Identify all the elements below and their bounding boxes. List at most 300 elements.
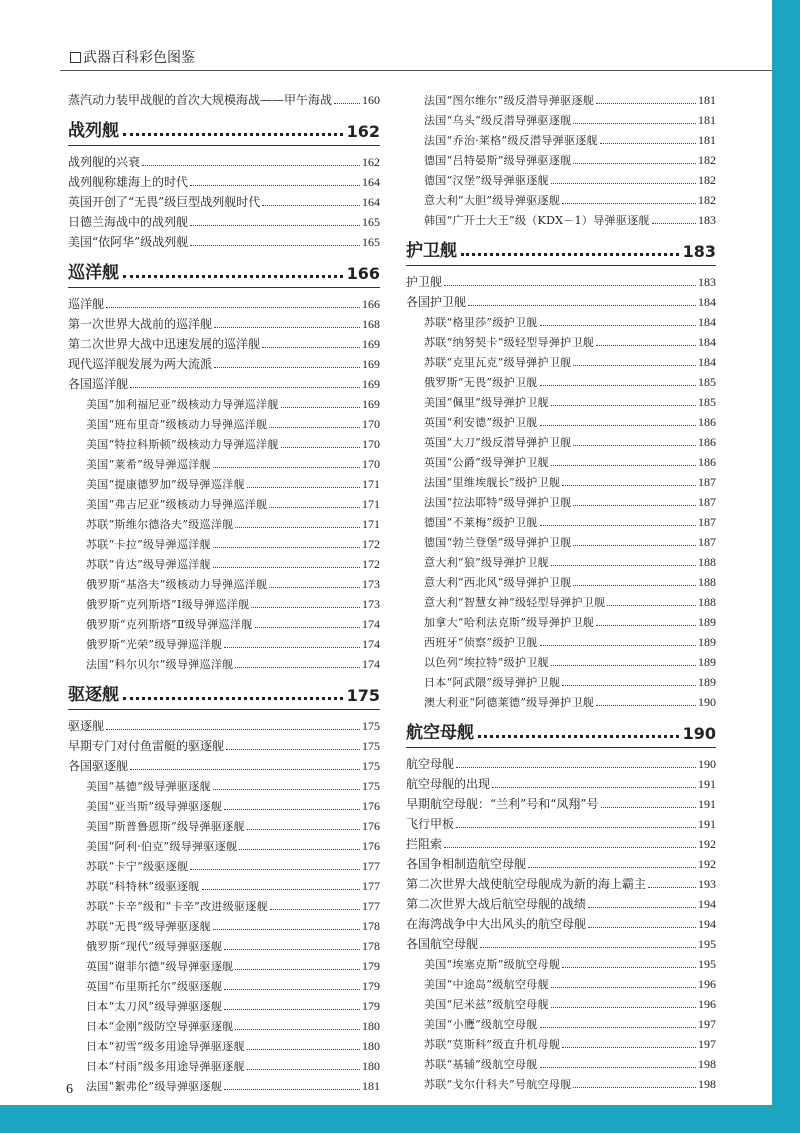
dot-leader xyxy=(562,485,696,486)
dot-leader xyxy=(551,565,696,566)
toc-title: 航空母舰 xyxy=(406,757,455,771)
toc-title: 俄罗斯“无畏”级护卫舰 xyxy=(424,376,538,389)
toc-subentry[interactable] xyxy=(68,392,380,412)
square-icon xyxy=(70,52,81,63)
dot-leader xyxy=(540,1067,696,1068)
dot-leader xyxy=(202,889,360,890)
dot-leader xyxy=(106,307,360,308)
toc-page-number: 166 xyxy=(346,264,380,283)
toc-title: 法国“科尔贝尔”级导弹巡洋舰 xyxy=(86,658,234,671)
toc-entry[interactable] xyxy=(406,832,716,852)
toc-page-number: 189 xyxy=(698,615,716,629)
toc-entry[interactable] xyxy=(406,912,716,932)
toc-title: 以色列“埃拉特”级护卫舰 xyxy=(424,656,549,669)
toc-page-number: 179 xyxy=(362,999,380,1013)
toc-page-number: 191 xyxy=(698,797,716,811)
toc-subentry[interactable] xyxy=(68,512,380,532)
toc-title: 法国“乔治·莱格”级反潜导弹驱逐舰 xyxy=(424,134,598,147)
toc-subentry[interactable] xyxy=(406,148,716,168)
dot-leader xyxy=(262,347,360,348)
dot-leader xyxy=(213,789,360,790)
toc-title: 护卫舰 xyxy=(406,241,457,261)
dot-leader xyxy=(247,1049,360,1050)
toc-page-number: 175 xyxy=(362,779,380,793)
dot-leader xyxy=(123,275,343,278)
toc-subentry[interactable] xyxy=(68,994,380,1014)
toc-title: 俄罗斯“克列斯塔”Ⅰ级导弹巡洋舰 xyxy=(86,598,250,611)
toc-page-number: 185 xyxy=(698,395,716,409)
toc-title: 苏联“卡拉”级导弹巡洋舰 xyxy=(86,538,211,551)
toc-page-number: 160 xyxy=(362,93,380,107)
dot-leader xyxy=(528,867,696,868)
toc-page-number: 193 xyxy=(698,877,716,891)
toc-title: 俄罗斯“克列斯塔”Ⅱ级导弹巡洋舰 xyxy=(86,618,253,631)
toc-title: 美国“阿利·伯克”级导弹驱逐舰 xyxy=(86,840,238,853)
toc-entry[interactable] xyxy=(68,754,380,774)
toc-subentry[interactable] xyxy=(68,1054,380,1074)
dot-leader xyxy=(573,545,696,546)
toc-page-number: 180 xyxy=(362,1059,380,1073)
dot-leader xyxy=(444,285,696,286)
toc-subentry[interactable] xyxy=(68,432,380,452)
dot-leader xyxy=(492,787,696,788)
toc-page-number: 187 xyxy=(698,475,716,489)
toc-title: 各国驱逐舰 xyxy=(68,759,129,773)
toc-title: 早期航空母舰：“兰利”号和“凤翔”号 xyxy=(406,797,599,811)
toc-subentry[interactable] xyxy=(406,350,716,370)
toc-subentry[interactable] xyxy=(68,472,380,492)
toc-title: 苏联“基辅”级航空母舰 xyxy=(424,1058,538,1071)
toc-subentry[interactable] xyxy=(406,690,716,710)
dot-leader xyxy=(190,245,360,246)
toc-subentry[interactable] xyxy=(68,834,380,854)
toc-page-number: 164 xyxy=(362,195,380,209)
dot-leader xyxy=(596,625,696,626)
dot-leader xyxy=(540,425,696,426)
toc-entry[interactable] xyxy=(406,752,716,772)
dot-leader xyxy=(540,525,696,526)
toc-entry[interactable] xyxy=(406,932,716,952)
toc-subentry[interactable] xyxy=(406,430,716,450)
toc-subentry[interactable] xyxy=(406,510,716,530)
toc-subentry[interactable] xyxy=(68,552,380,572)
toc-subentry[interactable] xyxy=(406,630,716,650)
dot-leader xyxy=(551,987,696,988)
toc-title: 英国“布里斯托尔”级驱逐舰 xyxy=(86,980,223,993)
toc-page-number: 174 xyxy=(362,617,380,631)
dot-leader xyxy=(596,345,696,346)
toc-page-number: 188 xyxy=(698,555,716,569)
toc-entry[interactable] xyxy=(68,714,380,734)
dot-leader xyxy=(247,1069,360,1070)
dot-leader xyxy=(235,527,360,528)
dot-leader xyxy=(573,585,696,586)
dot-leader xyxy=(281,407,360,408)
toc-subentry[interactable] xyxy=(68,794,380,814)
toc-page-number: 189 xyxy=(698,675,716,689)
toc-subentry[interactable] xyxy=(406,550,716,570)
dot-leader xyxy=(573,123,696,124)
toc-title: 美国“特拉科斯顿”级核动力导弹巡洋舰 xyxy=(86,438,279,451)
toc-subentry[interactable] xyxy=(68,874,380,894)
toc-page-number: 197 xyxy=(698,1037,716,1051)
dot-leader xyxy=(456,767,696,768)
dot-leader xyxy=(540,325,696,326)
toc-subentry[interactable] xyxy=(406,370,716,390)
toc-subentry[interactable] xyxy=(68,854,380,874)
dot-leader xyxy=(573,365,696,366)
toc-title: 巡洋舰 xyxy=(68,263,119,283)
toc-subentry[interactable] xyxy=(406,670,716,690)
toc-title: 驱逐舰 xyxy=(68,685,119,705)
toc-title: 美国“班布里奇”级核动力导弹巡洋舰 xyxy=(86,418,268,431)
toc-subentry[interactable] xyxy=(406,1032,716,1052)
toc-section-heading[interactable] xyxy=(68,110,380,146)
toc-section-heading[interactable] xyxy=(68,252,380,288)
toc-page-number: 169 xyxy=(362,397,380,411)
toc-entry[interactable] xyxy=(68,734,380,754)
dot-leader xyxy=(190,185,360,186)
toc-title: 美国“埃塞克斯”级航空母舰 xyxy=(424,958,561,971)
toc-subentry[interactable] xyxy=(68,774,380,794)
toc-entry[interactable] xyxy=(68,150,380,170)
toc-entry[interactable] xyxy=(68,312,380,332)
toc-entry[interactable] xyxy=(406,270,716,290)
toc-title: 加拿大“哈利法克斯”级导弹护卫舰 xyxy=(424,616,595,629)
dot-leader xyxy=(247,487,360,488)
toc-subentry[interactable] xyxy=(406,650,716,670)
toc-page-number: 186 xyxy=(698,455,716,469)
toc-entry[interactable] xyxy=(68,88,380,108)
toc-title: 英国“大刀”级反潜导弹护卫舰 xyxy=(424,436,572,449)
toc-title: 苏联“肯达”级导弹巡洋舰 xyxy=(86,558,211,571)
toc-title: 在海湾战争中大出风头的航空母舰 xyxy=(406,917,587,931)
toc-subentry[interactable] xyxy=(406,450,716,470)
dot-leader xyxy=(551,665,696,666)
dot-leader xyxy=(652,223,696,224)
toc-title: 早期专门对付鱼雷艇的驱逐舰 xyxy=(68,739,225,753)
toc-title: 德国“吕特晏斯”级导弹驱逐舰 xyxy=(424,154,572,167)
toc-page-number: 184 xyxy=(698,295,716,309)
toc-entry[interactable] xyxy=(406,852,716,872)
toc-title: 日本“村雨”级多用途导弹驱逐舰 xyxy=(86,1060,245,1073)
toc-subentry[interactable] xyxy=(68,954,380,974)
toc-page-number: 175 xyxy=(346,686,380,705)
toc-title: 法国“絮弗伦”级导弹驱逐舰 xyxy=(86,1080,223,1093)
toc-page-number: 169 xyxy=(362,377,380,391)
toc-page-number: 183 xyxy=(682,242,716,261)
dot-leader xyxy=(478,735,679,738)
toc-title: 法国“图尔维尔”级反潜导弹驱逐舰 xyxy=(424,94,595,107)
toc-page-number: 177 xyxy=(362,899,380,913)
toc-subentry[interactable] xyxy=(406,208,716,228)
toc-subentry[interactable] xyxy=(68,1014,380,1034)
toc-title: 日本“阿武隈”级导弹护卫舰 xyxy=(424,676,561,689)
dot-leader xyxy=(562,1047,696,1048)
toc-title: 日本“太刀风”级导弹驱逐舰 xyxy=(86,1000,223,1013)
dot-leader xyxy=(607,605,696,606)
toc-subentry[interactable] xyxy=(68,894,380,914)
toc-page-number: 175 xyxy=(362,739,380,753)
toc-page-number: 179 xyxy=(362,959,380,973)
toc-page-number: 195 xyxy=(698,957,716,971)
toc-entry[interactable] xyxy=(68,230,380,250)
toc-section-heading[interactable] xyxy=(68,674,380,710)
toc-subentry[interactable] xyxy=(68,532,380,552)
toc-subentry[interactable] xyxy=(68,412,380,432)
dot-leader xyxy=(480,947,696,948)
toc-page-number: 182 xyxy=(698,173,716,187)
toc-title: 飞行甲板 xyxy=(406,817,455,831)
toc-entry[interactable] xyxy=(406,892,716,912)
toc-page-number: 173 xyxy=(362,597,380,611)
dot-leader xyxy=(269,427,360,428)
toc-subentry[interactable] xyxy=(68,592,380,612)
toc-entry[interactable] xyxy=(406,872,716,892)
toc-subentry[interactable] xyxy=(68,1074,380,1094)
toc-section-heading[interactable] xyxy=(406,230,716,266)
toc-page-number: 171 xyxy=(362,497,380,511)
toc-subentry[interactable] xyxy=(68,572,380,592)
toc-page-number: 190 xyxy=(682,724,716,743)
dot-leader xyxy=(551,183,696,184)
toc-title: 拦阻索 xyxy=(406,837,443,851)
toc-title: 苏联“卡辛”级和“卡辛”改进级驱逐舰 xyxy=(86,900,268,913)
toc-subentry[interactable] xyxy=(68,452,380,472)
dot-leader xyxy=(106,729,360,730)
toc-title: 韩国“广开土大王”级（KDX－1）导弹驱逐舰 xyxy=(424,214,650,227)
dot-leader xyxy=(123,133,343,136)
dot-leader xyxy=(540,385,696,386)
toc-title: 美国“小鹰”级航空母舰 xyxy=(424,1018,538,1031)
toc-title: 俄罗斯“现代”级导弹驱逐舰 xyxy=(86,940,223,953)
toc-title: 美国“提康德罗加”级导弹巡洋舰 xyxy=(86,478,245,491)
dot-leader xyxy=(224,949,360,950)
toc-subentry[interactable] xyxy=(406,310,716,330)
toc-entry[interactable] xyxy=(68,372,380,392)
toc-title: 美国“莱希”级导弹巡洋舰 xyxy=(86,458,211,471)
toc-page-number: 176 xyxy=(362,799,380,813)
toc-title: 巡洋舰 xyxy=(68,297,105,311)
toc-subentry[interactable] xyxy=(406,470,716,490)
dot-leader xyxy=(235,1029,360,1030)
toc-title: 驱逐舰 xyxy=(68,719,105,733)
dot-leader xyxy=(270,909,360,910)
toc-entry[interactable] xyxy=(406,290,716,310)
dot-leader xyxy=(540,645,696,646)
toc-subentry[interactable] xyxy=(406,610,716,630)
toc-subentry[interactable] xyxy=(406,992,716,1012)
toc-subentry[interactable] xyxy=(68,652,380,672)
toc-subentry[interactable] xyxy=(68,632,380,652)
dot-leader xyxy=(562,203,696,204)
toc-title: 日德兰海战中的战列舰 xyxy=(68,215,189,229)
toc-title: 苏联“格里莎”级护卫舰 xyxy=(424,316,538,329)
toc-entry[interactable] xyxy=(68,210,380,230)
toc-subentry[interactable] xyxy=(406,128,716,148)
toc-page-number: 186 xyxy=(698,435,716,449)
toc-page-number: 183 xyxy=(698,275,716,289)
toc-page-number: 170 xyxy=(362,457,380,471)
toc-title: 蒸汽动力装甲战舰的首次大规模海战——甲午海战 xyxy=(68,93,333,107)
toc-subentry[interactable] xyxy=(68,974,380,994)
toc-page-number: 190 xyxy=(698,695,716,709)
toc-page-number: 191 xyxy=(698,777,716,791)
toc-page-number: 171 xyxy=(362,477,380,491)
header-title: 武器百科彩色图鉴 xyxy=(83,50,195,66)
toc-title: 意大利“狼”级导弹护卫舰 xyxy=(424,556,549,569)
toc-page-number: 171 xyxy=(362,517,380,531)
toc-page-number: 178 xyxy=(362,919,380,933)
dot-leader xyxy=(247,829,360,830)
toc-subentry[interactable] xyxy=(406,168,716,188)
toc-subentry[interactable] xyxy=(406,590,716,610)
toc-title: 意大利“大胆”级导弹驱逐舰 xyxy=(424,194,561,207)
toc-page-number: 192 xyxy=(698,837,716,851)
running-header xyxy=(70,47,195,67)
toc-page-number: 184 xyxy=(698,355,716,369)
toc-page-number: 185 xyxy=(698,375,716,389)
toc-page-number: 188 xyxy=(698,595,716,609)
dot-leader xyxy=(213,467,360,468)
toc-title: 苏联“克里瓦克”级导弹护卫舰 xyxy=(424,356,572,369)
toc-title: 英国“利安德”级护卫舰 xyxy=(424,416,538,429)
toc-subentry[interactable] xyxy=(406,1012,716,1032)
toc-subentry[interactable] xyxy=(406,330,716,350)
toc-page-number: 176 xyxy=(362,839,380,853)
toc-entry[interactable] xyxy=(68,352,380,372)
toc-title: 航空母舰的出现 xyxy=(406,777,491,791)
dot-leader xyxy=(540,1027,696,1028)
dot-leader xyxy=(130,387,360,388)
toc-section-heading[interactable] xyxy=(406,712,716,748)
dot-leader xyxy=(123,697,343,700)
toc-title: 美国“弗吉尼亚”级核动力导弹巡洋舰 xyxy=(86,498,268,511)
toc-title: 护卫舰 xyxy=(406,275,443,289)
toc-page-number: 176 xyxy=(362,819,380,833)
dot-leader xyxy=(588,927,696,928)
toc-title: 战列舰的兴衰 xyxy=(68,155,141,169)
toc-subentry[interactable] xyxy=(406,410,716,430)
dot-leader xyxy=(551,1007,696,1008)
toc-entry[interactable] xyxy=(406,772,716,792)
toc-page-number: 166 xyxy=(362,297,380,311)
toc-subentry[interactable] xyxy=(406,390,716,410)
toc-title: 战列舰 xyxy=(68,121,119,141)
toc-page-number: 177 xyxy=(362,879,380,893)
dot-leader xyxy=(551,465,696,466)
toc-subentry[interactable] xyxy=(68,1034,380,1054)
toc-subentry[interactable] xyxy=(406,952,716,972)
dot-leader xyxy=(573,505,696,506)
toc-page-number: 196 xyxy=(698,977,716,991)
toc-page-number: 165 xyxy=(362,215,380,229)
toc-page-number: 173 xyxy=(362,577,380,591)
toc-page-number: 181 xyxy=(698,93,716,107)
toc-page-number: 175 xyxy=(362,759,380,773)
toc-entry[interactable] xyxy=(68,292,380,312)
toc-subentry[interactable] xyxy=(68,814,380,834)
toc-left-column xyxy=(68,88,380,1094)
dot-leader xyxy=(213,929,360,930)
toc-title: 各国护卫舰 xyxy=(406,295,467,309)
toc-page-number: 181 xyxy=(362,1079,380,1093)
toc-right-column xyxy=(406,88,716,1092)
toc-title: 英国“公爵”级导弹护卫舰 xyxy=(424,456,549,469)
dot-leader xyxy=(269,507,360,508)
dot-leader xyxy=(562,685,696,686)
toc-subentry[interactable] xyxy=(406,972,716,992)
toc-title: 法国“里维埃舰长”级护卫舰 xyxy=(424,476,561,489)
toc-page-number: 174 xyxy=(362,637,380,651)
toc-title: 日本“初雪”级多用途导弹驱逐舰 xyxy=(86,1040,245,1053)
toc-entry[interactable] xyxy=(68,170,380,190)
toc-entry[interactable] xyxy=(68,190,380,210)
toc-subentry[interactable] xyxy=(68,612,380,632)
toc-entry[interactable] xyxy=(406,792,716,812)
toc-page-number: 175 xyxy=(362,719,380,733)
dot-leader xyxy=(130,769,360,770)
toc-entry[interactable] xyxy=(68,332,380,352)
toc-page-number: 196 xyxy=(698,997,716,1011)
dot-leader xyxy=(262,205,360,206)
toc-page-number: 172 xyxy=(362,537,380,551)
toc-subentry[interactable] xyxy=(68,914,380,934)
toc-subentry[interactable] xyxy=(406,530,716,550)
toc-page-number: 170 xyxy=(362,437,380,451)
toc-subentry[interactable] xyxy=(406,108,716,128)
toc-subentry[interactable] xyxy=(406,1072,716,1092)
toc-page-number: 177 xyxy=(362,859,380,873)
toc-entry[interactable] xyxy=(406,812,716,832)
toc-subentry[interactable] xyxy=(68,492,380,512)
toc-page-number: 169 xyxy=(362,357,380,371)
toc-title: 苏联“莫斯科”级直升机母舰 xyxy=(424,1038,561,1051)
toc-title: 德国“不莱梅”级护卫舰 xyxy=(424,516,538,529)
toc-page-number: 181 xyxy=(698,113,716,127)
dot-leader xyxy=(461,253,679,256)
dot-leader xyxy=(251,607,360,608)
toc-title: 苏联“卡宁”级驱逐舰 xyxy=(86,860,189,873)
dot-leader xyxy=(213,567,360,568)
dot-leader xyxy=(224,989,360,990)
toc-title: 美国“中途岛”级航空母舰 xyxy=(424,978,549,991)
dot-leader xyxy=(224,647,360,648)
toc-title: 各国巡洋舰 xyxy=(68,377,129,391)
toc-subentry[interactable] xyxy=(406,490,716,510)
toc-title: 俄罗斯“基洛夫”级核动力导弹巡洋舰 xyxy=(86,578,268,591)
toc-subentry[interactable] xyxy=(406,88,716,108)
toc-title: 英国“谢菲尔德”级导弹驱逐舰 xyxy=(86,960,234,973)
toc-page-number: 184 xyxy=(698,335,716,349)
toc-title: 美国“加利福尼亚”级核动力导弹巡洋舰 xyxy=(86,398,279,411)
toc-subentry[interactable] xyxy=(406,188,716,208)
dot-leader xyxy=(573,163,696,164)
toc-page-number: 165 xyxy=(362,235,380,249)
dot-leader xyxy=(551,405,696,406)
toc-subentry[interactable] xyxy=(406,1052,716,1072)
toc-page-number: 194 xyxy=(698,917,716,931)
dot-leader xyxy=(190,869,360,870)
toc-title: 苏联“斯维尔德洛夫”级巡洋舰 xyxy=(86,518,234,531)
toc-subentry[interactable] xyxy=(68,934,380,954)
toc-title: 各国航空母舰 xyxy=(406,937,479,951)
toc-subentry[interactable] xyxy=(406,570,716,590)
dot-leader xyxy=(601,807,696,808)
toc-title: 航空母舰 xyxy=(406,723,474,743)
toc-page-number: 168 xyxy=(362,317,380,331)
toc-page-number: 189 xyxy=(698,635,716,649)
